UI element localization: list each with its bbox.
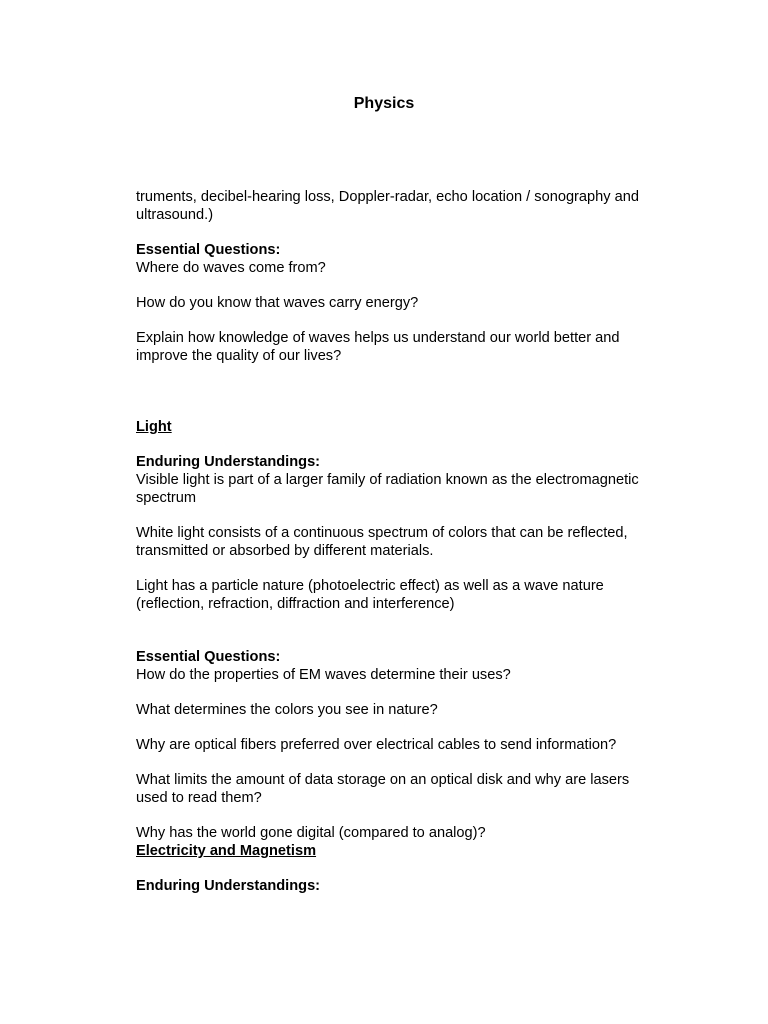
light-understanding-3-line-2: (reflection, refraction, diffraction and interference) [136,596,455,612]
light-understanding-2-line-2: transmitted or absorbed by different materials. [136,543,434,559]
light-understanding-1-line-1: Visible light is part of a larger family of radiation known as the electromagnetic [136,472,639,488]
light-section [136,418,676,842]
waves-question-1: Where do waves come from? [136,260,326,276]
light-essential-questions-heading: Essential Questions: [136,649,281,665]
waves-section [136,188,676,365]
light-heading: Light [136,419,172,435]
light-enduring-heading: Enduring Understandings: [136,454,321,470]
waves-question-3-line-2: improve the quality of our lives? [136,348,342,364]
light-question-1: How do the properties of EM waves determine their uses? [136,667,511,683]
document-body [136,188,676,895]
light-understanding-2-line-1: White light consists of a continuous spectrum of colors that can be reflected, [136,525,628,541]
waves-intro-line-2: ultrasound.) [136,207,214,223]
electricity-section [136,842,676,895]
light-question-4-line-2: used to read them? [136,790,262,806]
waves-essential-questions-heading: Essential Questions: [136,242,281,258]
waves-question-3-line-1: Explain how knowledge of waves helps us understand our world better and [136,330,620,346]
light-understanding-3-line-1: Light has a particle nature (photoelectric effect) as well as a wave nature [136,578,604,594]
electricity-heading: Electricity and Magnetism [136,843,317,859]
light-question-5: Why has the world gone digital (compared to analog)? [136,825,486,841]
light-question-3: Why are optical fibers preferred over electrical cables to send information? [136,737,617,753]
waves-intro-line-1: truments, decibel-hearing loss, Doppler-radar, echo location / sonography and [136,189,639,205]
light-understanding-1-line-2: spectrum [136,490,197,506]
light-question-2: What determines the colors you see in nature? [136,702,438,718]
electricity-enduring-heading: Enduring Understandings: [136,878,321,894]
page-title: Physics [353,95,415,112]
waves-question-2: How do you know that waves carry energy? [136,295,419,311]
light-question-4-line-1: What limits the amount of data storage on an optical disk and why are lasers [136,772,630,788]
